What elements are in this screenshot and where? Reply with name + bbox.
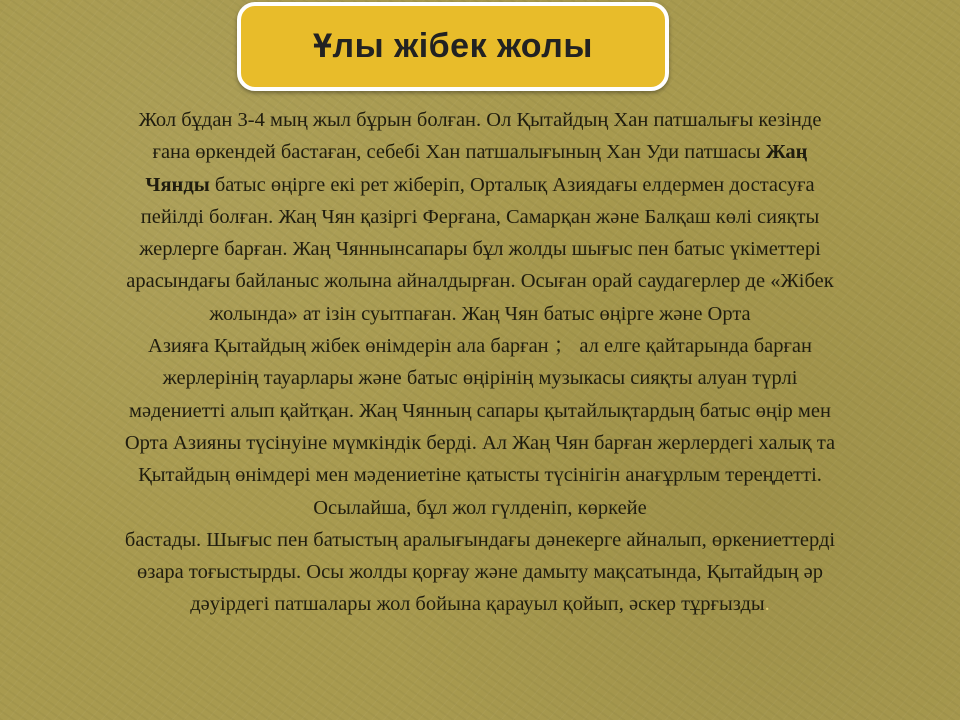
- text-segment: жерлерге барған. Жаң Чяннынсапары бұл жолды шығыс пен батыс үкіметтері: [139, 238, 821, 261]
- trailing-dot: .: [764, 593, 770, 616]
- text-segment: Азияға Қытайдың жібек өнімдерін ала барған ； ал елге қайтарында барған: [148, 335, 812, 358]
- text-line: [14, 492, 946, 524]
- text-line: [14, 298, 946, 330]
- text-line: [14, 265, 946, 297]
- text-line: [14, 233, 946, 265]
- text-line: [14, 524, 946, 556]
- text-segment: батыс өңірге екі рет жіберіп, Орталық Азиядағы елдермен достасуға: [209, 173, 815, 196]
- text-segment: дәуірдегі патшалары жол бойына қарауыл қойып, әскер тұрғызды: [190, 593, 765, 616]
- text-line: [14, 169, 946, 201]
- text-line: [14, 427, 946, 459]
- text-line: [14, 588, 946, 620]
- bold-name: Жаң: [765, 141, 808, 164]
- text-segment: Қытайдың өнімдері мен мәдениетіне қатысты түсінігін анағұрлым тереңдетті.: [138, 464, 822, 487]
- text-segment: ғана өркендей бастаған, себебі Хан патшалығының Хан Уди патшасы: [152, 141, 766, 164]
- text-line: [14, 459, 946, 491]
- text-segment: арасындағы байланыс жолына айналдырған. Осыған орай саудагерлер де «Жібек: [126, 270, 834, 293]
- text-segment: Осылайша, бұл жол гүлденіп, көркейе: [313, 496, 647, 519]
- title-banner: [237, 2, 669, 91]
- text-segment: жолында» ат ізін суытпаған. Жаң Чян батыс өңірге және Орта: [209, 302, 751, 325]
- text-line: [14, 330, 946, 362]
- bold-name: Чянды: [145, 173, 210, 196]
- slide-title: Ұлы жібек жолы: [313, 27, 593, 65]
- text-segment: бастады. Шығыс пен батыстың аралығындағы дәнекерге айналып, өркениеттерді: [124, 528, 836, 551]
- text-segment: пейілді болған. Жаң Чян қазіргі Ферғана, Самарқан және Балқаш көлі сияқты: [140, 205, 820, 228]
- text-segment: мәдениетті алып қайтқан. Жаң Чянның сапары қытайлықтардың батыс өңір мен: [129, 399, 831, 422]
- text-segment: Орта Азияны түсінуіне мүмкіндік берді. Ал Жаң Чян барған жерлердегі халық та: [124, 431, 836, 454]
- text-segment: жерлерінің тауарлары және батыс өңірінің музыкасы сияқты алуан түрлі: [162, 367, 798, 390]
- text-line: [14, 556, 946, 588]
- text-segment: өзара тоғыстырды. Осы жолды қорғау және дамыту мақсатында, Қытайдың әр: [136, 561, 824, 584]
- text-line: [14, 362, 946, 394]
- text-line: [14, 201, 946, 233]
- text-line: [14, 104, 946, 136]
- text-line: [14, 395, 946, 427]
- text-line: [14, 136, 946, 168]
- text-segment: Жол бұдан 3-4 мың жыл бұрын болған. Ол Қытайдың Хан патшалығы кезінде: [138, 109, 822, 131]
- body-paragraph: [14, 104, 946, 621]
